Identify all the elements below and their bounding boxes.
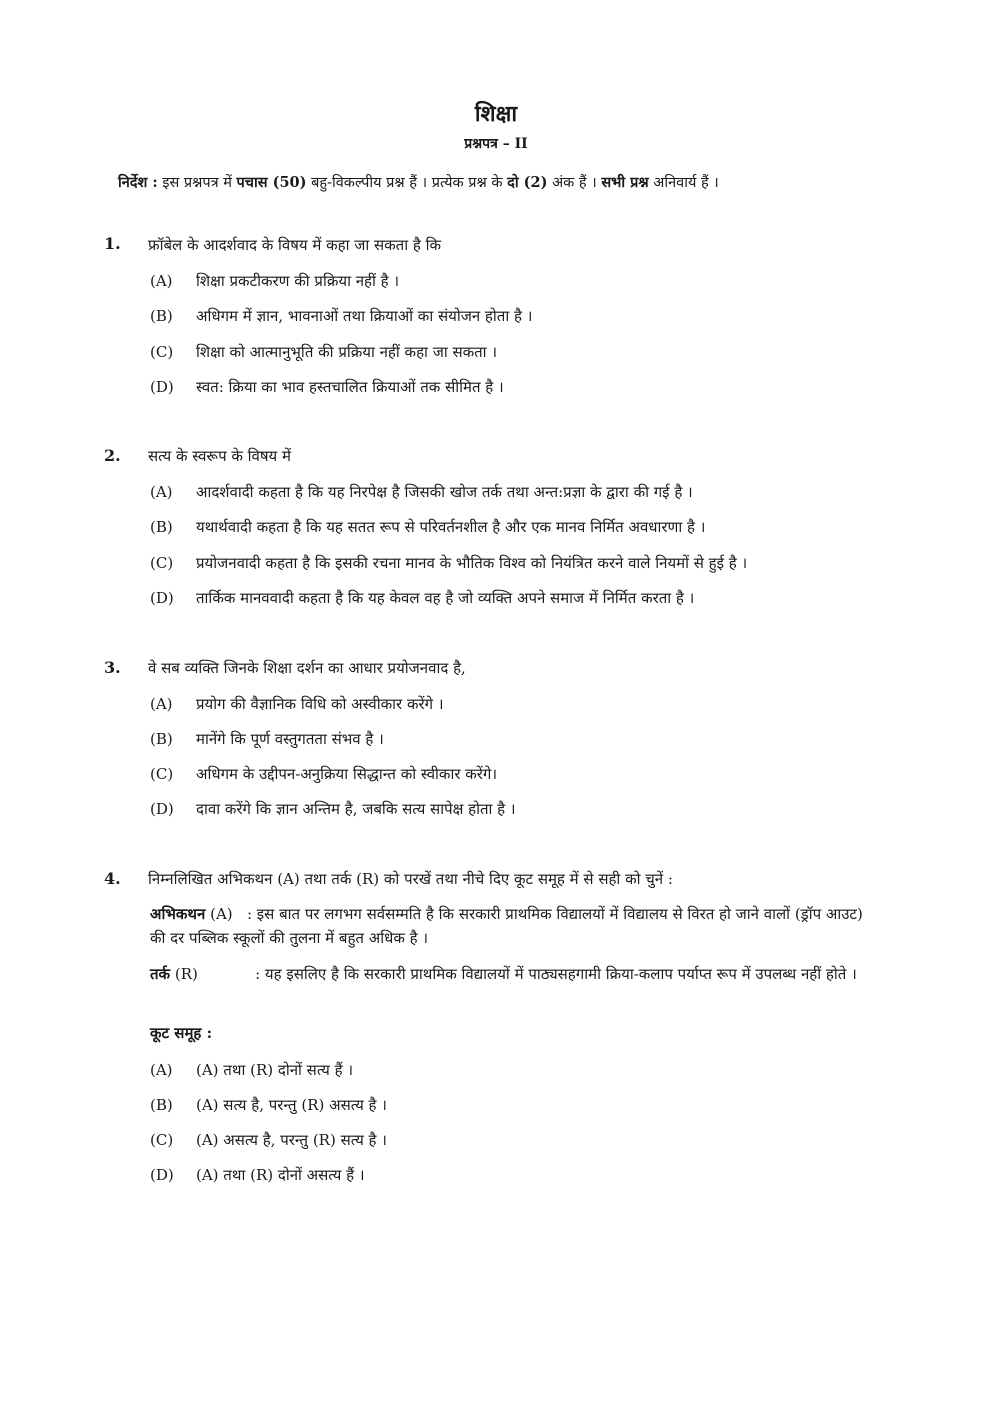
option-text: शिक्षा को आत्मानुभूति की प्रक्रिया नहीं कहा जा सकता । [196,343,498,361]
option-text: तार्किक मानववादी कहता है कि यह केवल वह है जो व्यक्ति अपने समाज में निर्मित करता है । [196,589,695,607]
instructions-label: निर्देश : [118,174,158,191]
option-label: (A) [150,483,173,501]
instructions-marks: दो (2) [507,174,548,191]
question-1-number: 1. [104,234,121,253]
question-4-text: निम्नलिखित अभिकथन (A) तथा तर्क (R) को परखें तथा नीचे दिए कूट समूह में से सही को चुनें : [148,870,673,888]
instructions-count: पचास (50) [236,174,307,191]
question-2-number: 2. [104,446,121,465]
option-text: (A) असत्य है, परन्तु (R) सत्य है । [196,1131,387,1149]
instructions-part4: अनिवार्य हैं । [653,175,719,191]
option-text: (A) तथा (R) दोनों असत्य हैं । [196,1166,365,1184]
option-label: (C) [150,1131,174,1149]
option-label: (B) [150,518,173,536]
option-label: (D) [150,378,174,396]
assertion-block [150,902,880,950]
question-3-option-b[interactable] [150,729,384,749]
assertion-suffix: (A) : [210,905,253,923]
question-3-text: वे सब व्यक्ति जिनके शिक्षा दर्शन का आधार प्रयोजनवाद है, [148,659,466,677]
question-3-number: 3. [104,658,121,677]
reason-text: यह इसलिए है कि सरकारी प्राथमिक विद्यालयों में पाठ्यसहगामी क्रिया-कलाप पर्याप्त रूप में उपलब्ध नहीं होते । [264,965,857,983]
page-title: शिक्षा [474,101,518,127]
option-label: (C) [150,765,174,783]
paper-subtitle: प्रश्नपत्र – II [464,136,528,152]
question-1-text: फ्रॉबेल के आदर्शवाद के विषय में कहा जा सकता है कि [148,236,442,254]
question-4-option-a[interactable] [150,1060,353,1080]
option-label: (D) [150,589,174,607]
question-4-option-d[interactable] [150,1165,365,1185]
reason-suffix: (R) : [174,965,261,983]
option-text: प्रयोग की वैज्ञानिक विधि को अस्वीकार करेंगे । [196,695,444,713]
option-text: प्रयोजनवादी कहता है कि इसकी रचना मानव के भौतिक विश्व को नियंत्रित करने वाले नियमों से हुई है । [196,554,748,572]
option-text: मानेंगे कि पूर्ण वस्तुगतता संभव है । [196,730,384,748]
option-text: दावा करेंगे कि ज्ञान अन्तिम है, जबकि सत्य सापेक्ष होता है । [196,800,516,818]
instructions-part2: बहु-विकल्पीय प्रश्न हैं । प्रत्येक प्रश्न के [311,175,503,191]
question-2-text: सत्य के स्वरूप के विषय में [148,447,291,465]
assertion-text: इस बात पर लगभग सर्वसम्मति है कि सरकारी प्राथमिक विद्यालयों में विद्यालय से विरत हो जाने वालों (ड्रॉप आउट) की दर पब्लिक स्कूलों की तुलना में बहुत अधिक है । [150,905,863,947]
option-text: (A) तथा (R) दोनों सत्य हैं । [196,1061,354,1079]
reason-block [150,962,880,986]
option-label: (C) [150,554,174,572]
instructions-part3: अंक हैं । [552,175,597,191]
question-2-option-d[interactable] [150,588,694,608]
option-text: आदर्शवादी कहता है कि यह निरपेक्ष है जिसकी खोज तर्क तथा अन्त:प्रज्ञा के द्वारा की गई है । [196,483,693,501]
codes-label: कूट समूह : [150,1024,213,1042]
question-1-option-c[interactable] [150,342,497,362]
question-3-option-a[interactable] [150,694,444,714]
option-label: (A) [150,695,173,713]
option-label: (B) [150,730,173,748]
question-1-option-a[interactable] [150,271,399,291]
option-label: (B) [150,307,173,325]
option-label: (A) [150,272,173,290]
option-text: (A) सत्य है, परन्तु (R) असत्य है । [196,1096,387,1114]
option-text: शिक्षा प्रकटीकरण की प्रक्रिया नहीं है । [196,272,400,290]
instructions-all: सभी प्रश्न [601,174,649,191]
option-label: (D) [150,800,174,818]
option-label: (D) [150,1166,174,1184]
option-text: अधिगम के उद्दीपन-अनुक्रिया सिद्धान्त को स्वीकार करेंगे। [196,765,498,783]
option-text: स्वत: क्रिया का भाव हस्तचालित क्रियाओं तक सीमित है । [196,378,504,396]
instructions [118,172,878,192]
question-3-option-c[interactable] [150,764,497,784]
option-label: (C) [150,343,174,361]
question-2-option-b[interactable] [150,517,705,537]
option-text: यथार्थवादी कहता है कि यह सतत रूप से परिवर्तनशील है और एक मानव निर्मित अवधारणा है । [196,518,706,536]
question-4-option-b[interactable] [150,1095,387,1115]
option-label: (B) [150,1096,173,1114]
assertion-label: अभिकथन [150,905,206,923]
question-2-option-c[interactable] [150,553,747,573]
question-4-number: 4. [104,869,121,888]
reason-label: तर्क [150,965,171,983]
question-1-option-d[interactable] [150,377,504,397]
option-label: (A) [150,1061,173,1079]
question-2-option-a[interactable] [150,482,693,502]
question-4-option-c[interactable] [150,1130,387,1150]
option-text: अधिगम में ज्ञान, भावनाओं तथा क्रियाओं का संयोजन होता है । [196,307,533,325]
question-3-option-d[interactable] [150,799,516,819]
question-1-option-b[interactable] [150,306,532,326]
instructions-part1: इस प्रश्नपत्र में [162,175,232,191]
